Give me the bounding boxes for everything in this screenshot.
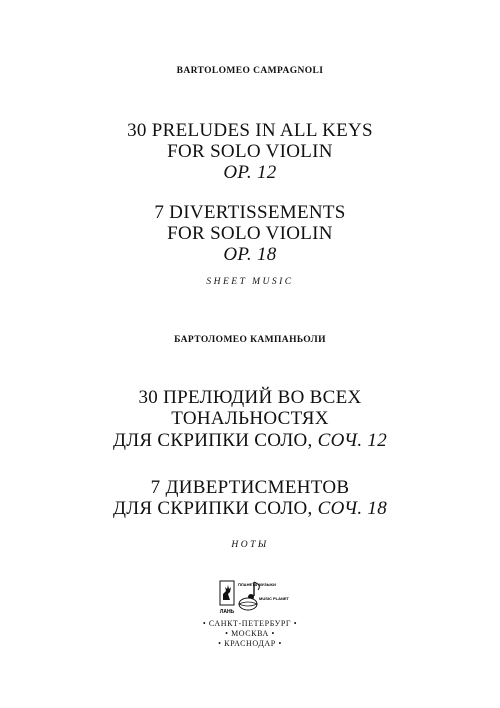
title-ru-opus-2: СОЧ. 18 xyxy=(317,498,388,519)
city-moscow: • МОСКВА • xyxy=(225,629,275,638)
publisher-logo-icon xyxy=(218,580,289,616)
title-ru-line-5 xyxy=(0,498,500,520)
title-en-line-2: FOR SOLO VIOLIN xyxy=(167,141,333,162)
imprint-ru-label: ПЛАНЕТА МУЗЫКИ xyxy=(238,582,276,587)
author-name-ru: БАРТОЛОМЕО КАМПАНЬОЛИ xyxy=(174,335,326,345)
title-en-line-4: FOR SOLO VIOLIN xyxy=(167,223,333,244)
subtitle-ru: НОТЫ xyxy=(231,540,269,550)
music-planet-logo-icon xyxy=(238,582,290,610)
lan-logo-text: ЛАНЬ xyxy=(219,609,235,615)
title-ru-opus-1: СОЧ. 12 xyxy=(317,430,388,451)
city-saint-petersburg: • САНКТ-ПЕТЕРБУРГ • xyxy=(202,619,298,628)
publisher-logos xyxy=(218,580,289,616)
title-en-opus-2: OP. 18 xyxy=(223,244,277,265)
title-ru-line-3 xyxy=(0,430,500,452)
title-ru-line-4: 7 ДИВЕРТИСМЕНТОВ xyxy=(150,477,350,498)
lan-deer-logo-icon xyxy=(220,581,235,615)
title-ru-line-1: 30 ПРЕЛЮДИЙ ВО ВСЕХ xyxy=(138,387,362,408)
title-en-opus-2-line xyxy=(0,244,500,266)
subtitle-en: SHEET MUSIC xyxy=(206,277,294,287)
author-name-en: BARTOLOMEO CAMPAGNOLI xyxy=(176,66,324,76)
title-en-line-3: 7 DIVERTISSEMENTS xyxy=(154,202,346,223)
imprint-en-label: MUSIC PLANET xyxy=(259,596,289,601)
title-ru-line-5-text: ДЛЯ СКРИПКИ СОЛО, xyxy=(112,498,318,519)
title-ru-line-2: ТОНАЛЬНОСТЯХ xyxy=(171,408,329,429)
title-en-opus-1: OP. 12 xyxy=(223,162,277,183)
title-ru-line-3-text: ДЛЯ СКРИПКИ СОЛО, xyxy=(112,430,318,451)
city-krasnodar: • КРАСНОДАР • xyxy=(218,639,282,648)
title-en-opus-1-line xyxy=(0,162,500,184)
title-en-line-1: 30 PRELUDES IN ALL KEYS xyxy=(127,120,373,141)
